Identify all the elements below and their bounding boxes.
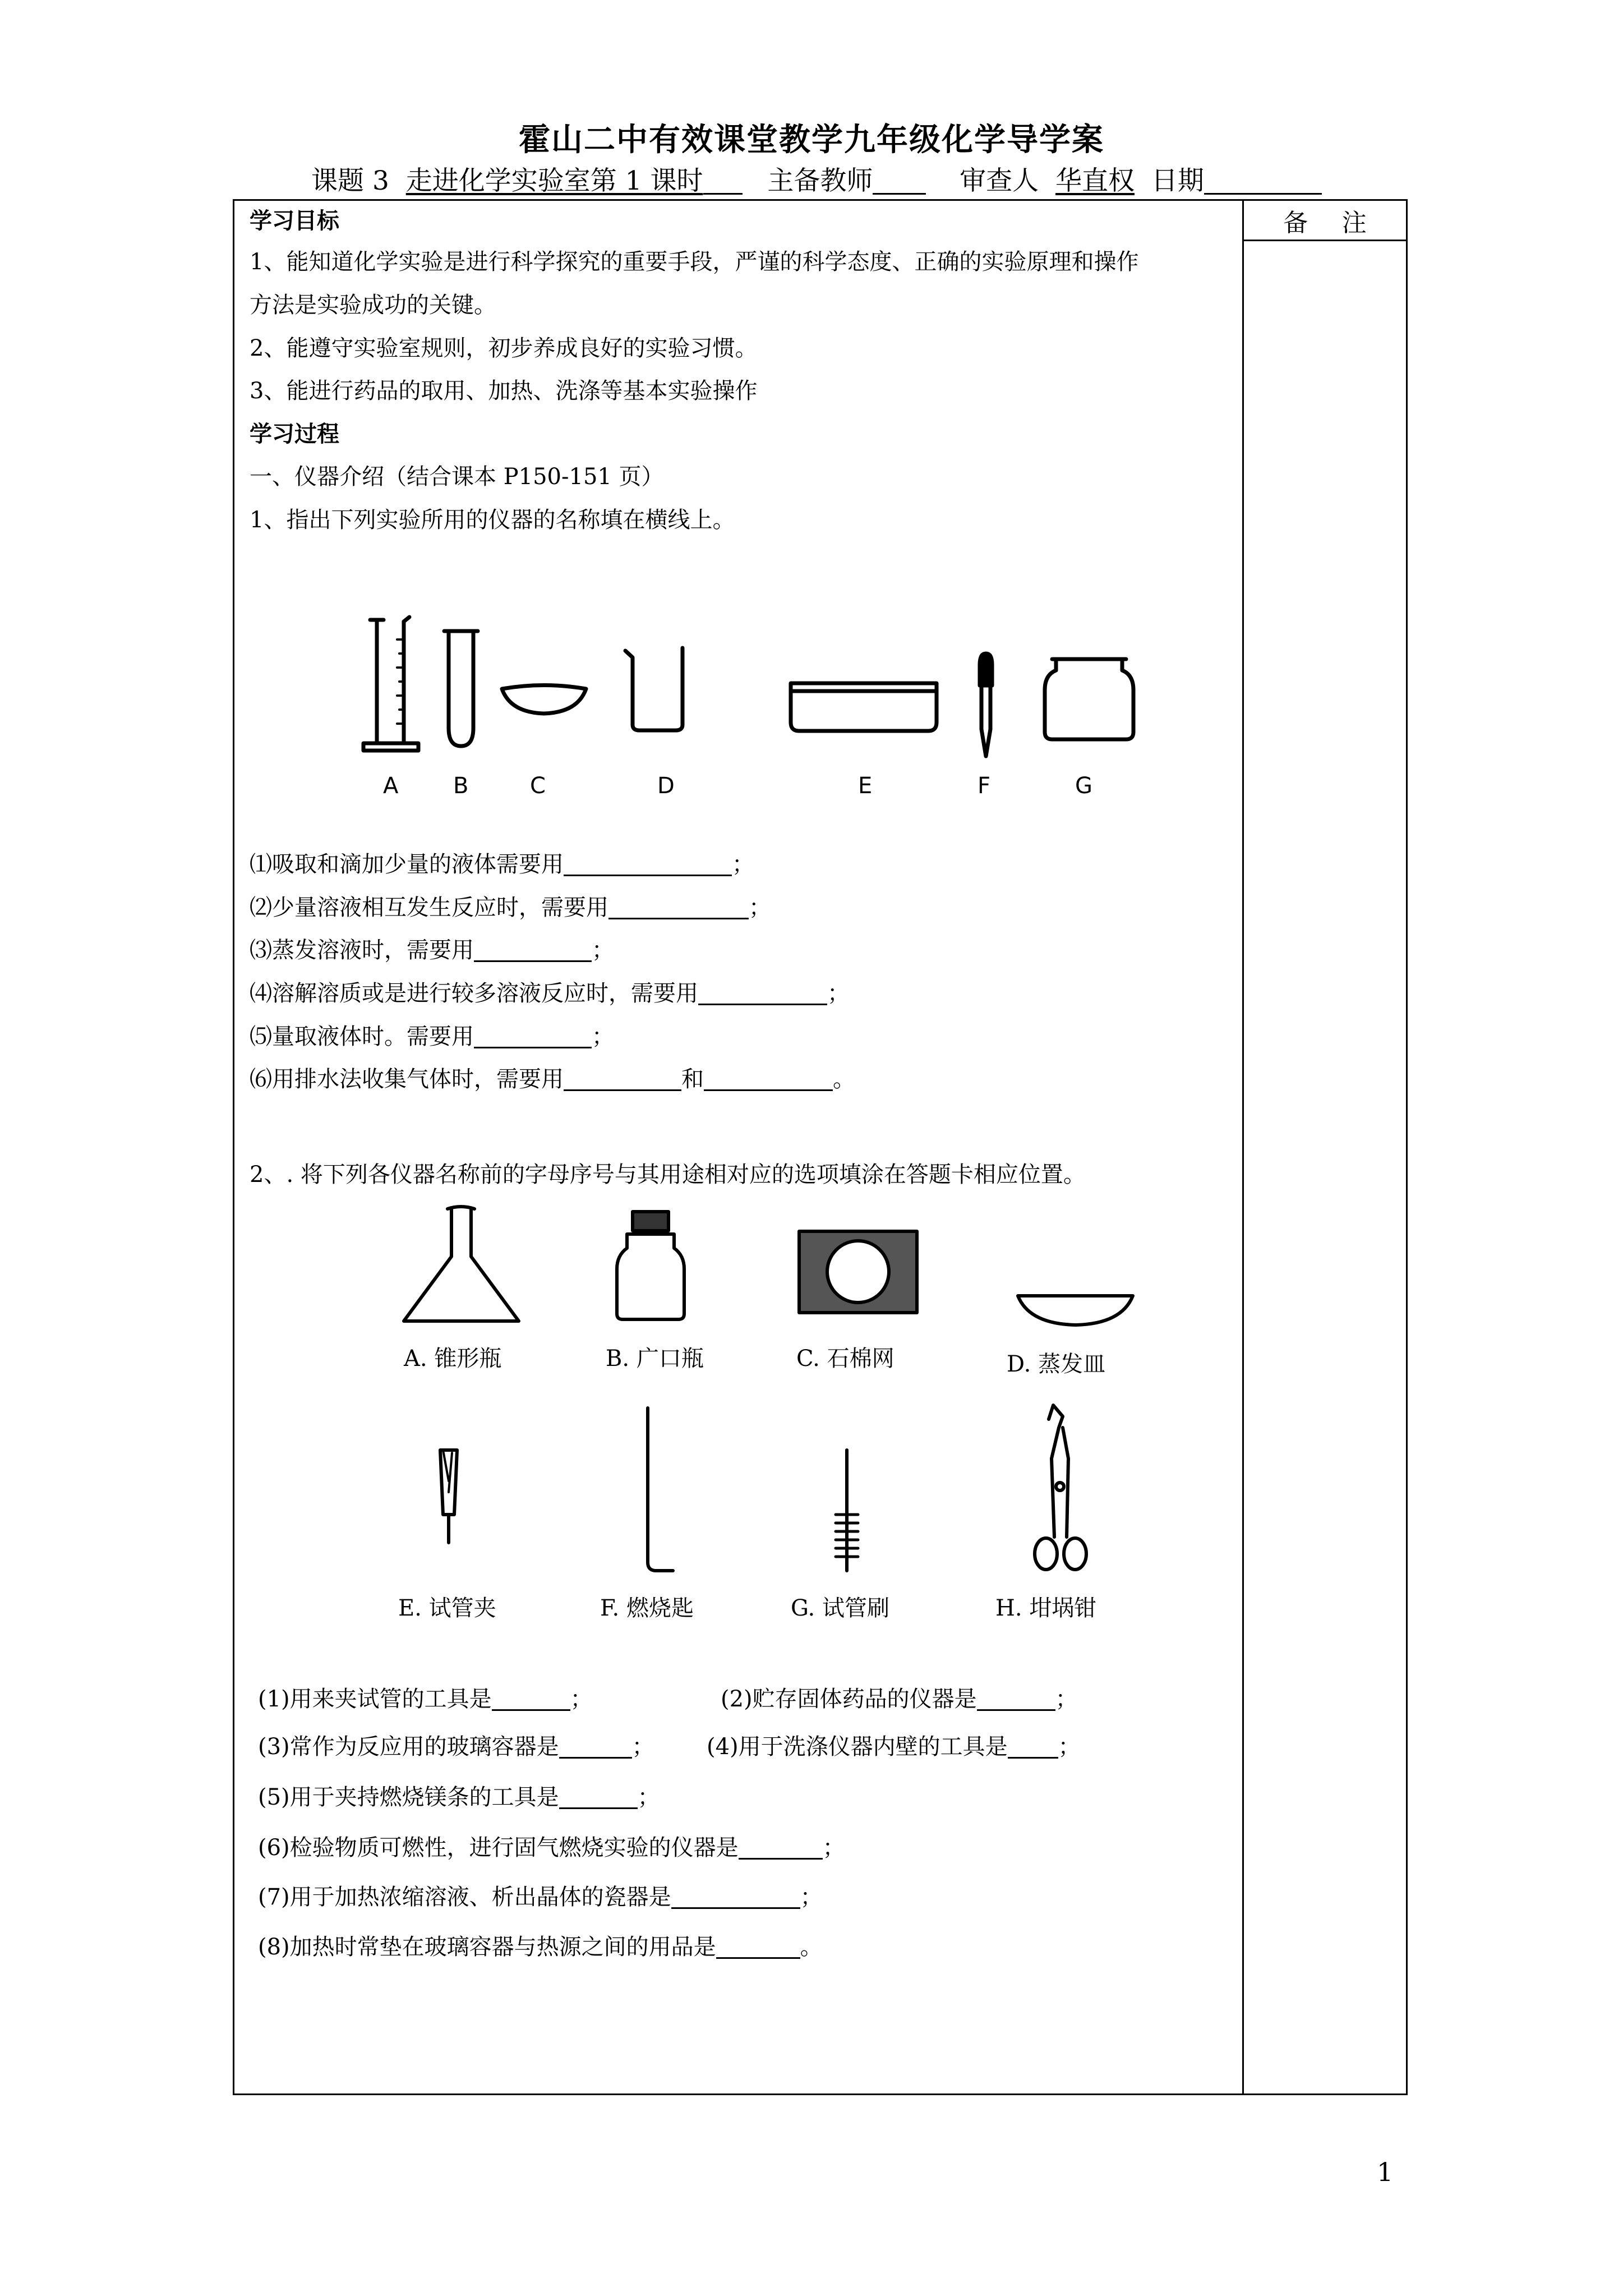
conical-flask-icon [404, 1207, 519, 1321]
remark-label-2: 注 [1341, 208, 1367, 237]
q2-item-5-text: (5)用于夹持燃烧镁条的工具是 [258, 1784, 559, 1810]
section-1-heading: 一、仪器介绍（结合课本 P150-151 页） [250, 464, 664, 490]
goal-2: 2、能遵守实验室规则，初步养成良好的实验习惯。 [250, 335, 758, 361]
q1-item-4-end: ； [827, 981, 850, 1006]
q2-item-7-blank[interactable] [671, 1885, 800, 1909]
fig2-caption-b: B. 广口瓶 [606, 1346, 704, 1372]
q2-item-1-end: ； [570, 1686, 593, 1712]
q2-item-4 [707, 1733, 1081, 1760]
wide-mouth-bottle-icon [617, 1212, 684, 1319]
q2-item-3-end: ； [631, 1734, 654, 1760]
process-heading: 学习过程 [250, 421, 339, 447]
remark-label-1: 备 [1283, 208, 1308, 237]
reviewer-name: 华直权 [1055, 165, 1135, 196]
q2-item-6 [258, 1834, 845, 1861]
goal-3: 3、能进行药品的取用、加热、洗涤等基本实验操作 [250, 378, 758, 404]
q1-item-3-text: ⑶蒸发溶液时，需要用 [250, 937, 474, 963]
crucible-tongs-icon [1035, 1405, 1086, 1570]
fig1-label-c: C [530, 773, 546, 799]
q2-item-8-text: (8)加热时常垫在玻璃容器与热源之间的用品是 [258, 1934, 716, 1960]
q2-item-3 [258, 1733, 654, 1760]
q2-item-5-blank[interactable] [559, 1785, 638, 1809]
goals-heading: 学习目标 [250, 208, 339, 234]
q2-item-2-end: ； [1055, 1686, 1078, 1712]
q2-item-1-text: (1)用来夹试管的工具是 [258, 1686, 492, 1712]
q1-item-6-end: 。 [833, 1066, 855, 1092]
q2-item-8 [258, 1934, 823, 1961]
fig2-caption-f: F. 燃烧匙 [600, 1595, 694, 1621]
fig2-caption-a: A. 锥形瓶 [404, 1346, 502, 1372]
fig1-label-f: F [978, 773, 991, 799]
q2-item-5 [258, 1784, 660, 1811]
q2-item-2 [721, 1686, 1078, 1713]
q2-item-7-text: (7)用于加热浓缩溶液、析出晶体的瓷器是 [258, 1884, 671, 1910]
q2-item-1 [258, 1686, 593, 1713]
q2-item-7-end: ； [800, 1884, 823, 1910]
q1-item-4-text: ⑷溶解溶质或是进行较多溶液反应时，需要用 [250, 981, 698, 1006]
fig1-label-a: A [383, 773, 399, 799]
q1-item-2-end: ； [749, 895, 771, 921]
q2-item-8-blank[interactable] [716, 1935, 800, 1959]
q2-item-4-text: (4)用于洗涤仪器内壁的工具是 [707, 1734, 1008, 1760]
q1-item-5-text: ⑸量取液体时。需要用 [250, 1024, 474, 1050]
goal-1-line-2: 方法是实验成功的关键。 [250, 292, 496, 318]
question-1-intro: 1、指出下列实验所用的仪器的名称填在横线上。 [250, 507, 735, 533]
evaporating-dish-2-icon [1018, 1296, 1133, 1325]
fig1-label-g: G [1075, 773, 1092, 799]
q1-item-6-text: ⑹用排水法收集气体时，需要用 [250, 1066, 564, 1092]
q2-item-2-blank[interactable] [977, 1687, 1055, 1711]
q1-item-1-end: ； [732, 852, 754, 877]
q2-item-4-blank[interactable] [1008, 1734, 1058, 1759]
fig1-label-d: D [657, 773, 675, 799]
q2-item-3-blank[interactable] [559, 1734, 632, 1759]
fig2-caption-e: E. 试管夹 [398, 1595, 496, 1621]
fig1-label-e: E [858, 773, 873, 799]
reviewer-label: 审查人 [960, 165, 1039, 196]
q2-item-6-end: ； [822, 1835, 845, 1861]
test-tube-brush-icon [836, 1450, 858, 1571]
q1-item-2-text: ⑵少量溶液相互发生反应时，需要用 [250, 895, 608, 921]
q2-item-1-blank[interactable] [492, 1687, 570, 1711]
q1-item-1-text: ⑴吸取和滴加少量的液体需要用 [250, 852, 564, 877]
fig2-caption-g: G. 试管刷 [791, 1595, 889, 1621]
q2-item-4-end: ； [1058, 1734, 1081, 1760]
page-number: 1 [1377, 2157, 1394, 2187]
asbestos-gauze-icon [799, 1231, 917, 1313]
fig2-caption-h: H. 坩埚钳 [995, 1595, 1097, 1621]
fig2-caption-c: C. 石棉网 [796, 1346, 895, 1372]
teacher-label: 主备教师 [767, 165, 873, 196]
lesson-topic: 走进化学实验室第 1 课时 [405, 165, 703, 196]
q1-item-5-end: ； [592, 1024, 614, 1050]
q2-item-6-blank[interactable] [739, 1835, 823, 1860]
q2-item-8-end: 。 [800, 1934, 823, 1960]
q1-item-6-and: 和 [681, 1066, 704, 1092]
q1-item-3-end: ； [592, 937, 614, 963]
test-tube-holder-icon [440, 1450, 457, 1543]
combustion-spoon-icon [648, 1408, 673, 1571]
date-label: 日期 [1151, 165, 1204, 196]
q2-item-6-text: (6)检验物质可燃性，进行固气燃烧实验的仪器是 [258, 1835, 739, 1861]
page-title: 霍山二中有效课堂教学九年级化学导学案 [519, 121, 1104, 158]
q2-item-5-end: ； [637, 1784, 660, 1810]
fig2-caption-d: D. 蒸发皿 [1007, 1351, 1106, 1377]
q2-item-7 [258, 1884, 823, 1911]
fig1-label-b: B [453, 773, 469, 799]
q2-item-2-text: (2)贮存固体药品的仪器是 [721, 1686, 977, 1712]
goal-1-line-1: 1、能知道化学实验是进行科学探究的重要手段，严谨的科学态度、正确的实验原理和操作 [250, 249, 1139, 275]
lesson-prefix: 课题 3 [311, 165, 389, 196]
question-2-intro: 2、. 将下列各仪器名称前的字母序号与其用途相对应的选项填涂在答题卡相应位置。 [250, 1162, 1086, 1188]
q2-item-3-text: (3)常作为反应用的玻璃容器是 [258, 1734, 559, 1760]
